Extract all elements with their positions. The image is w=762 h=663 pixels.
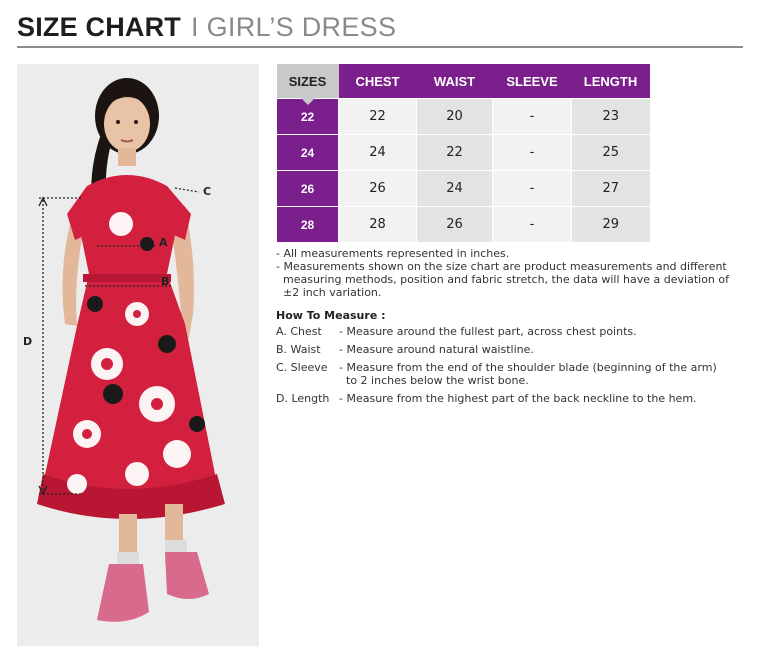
how-to-measure-list — [276, 325, 746, 410]
page-title — [17, 12, 396, 43]
header-length: LENGTH — [572, 64, 650, 99]
title-divider — [17, 46, 743, 48]
measure-label: B. Waist — [276, 343, 321, 356]
measure-desc: - Measure around natural waistline. — [339, 343, 534, 356]
measure-label-a: A — [159, 236, 168, 249]
note-line: measuring methods, position and fabric stretch, the data will have a deviation of — [283, 273, 729, 286]
list-item — [276, 361, 746, 387]
measure-desc-cont: to 2 inches below the wrist bone. — [346, 374, 529, 387]
list-item — [276, 325, 746, 338]
header-chest: CHEST — [339, 64, 417, 99]
header-waist: WAIST — [417, 64, 493, 99]
length-cell: 29 — [572, 207, 650, 243]
girl-dress-illustration — [17, 64, 259, 646]
length-cell: 25 — [572, 135, 650, 171]
measure-label: A. Chest — [276, 325, 322, 338]
chest-cell: 28 — [339, 207, 417, 243]
measure-label: C. Sleeve — [276, 361, 328, 374]
note-line: ±2 inch variation. — [283, 286, 382, 299]
title-bold: SIZE CHART — [17, 12, 181, 42]
chest-cell: 22 — [339, 99, 417, 135]
table-row — [277, 207, 650, 243]
header-sleeve: SLEEVE — [493, 64, 572, 99]
length-cell: 27 — [572, 171, 650, 207]
how-to-measure-title: How To Measure : — [276, 309, 386, 322]
waist-cell: 22 — [417, 135, 493, 171]
waist-cell: 24 — [417, 171, 493, 207]
measure-desc: - Measure from the highest part of the back neckline to the hem. — [339, 392, 697, 405]
measure-desc: - Measure from the end of the shoulder blade (beginning of the arm) — [339, 361, 717, 374]
length-cell: 23 — [572, 99, 650, 135]
measure-label-d: D — [23, 335, 33, 348]
size-cell: 28 — [277, 207, 339, 243]
size-cell: 24 — [277, 135, 339, 171]
measure-label-b: B — [161, 275, 170, 288]
list-item — [276, 343, 746, 356]
sleeve-cell: - — [493, 99, 572, 135]
measure-desc: - Measure around the fullest part, across chest points. — [339, 325, 637, 338]
list-item — [276, 392, 746, 405]
measurement-notes — [276, 247, 746, 299]
sleeve-cell: - — [493, 171, 572, 207]
measure-label-c: C — [203, 185, 212, 198]
table-row — [277, 171, 650, 207]
title-light: I GIRL’S DRESS — [191, 12, 397, 42]
size-cell: 22 — [277, 99, 339, 135]
sleeve-cell: - — [493, 207, 572, 243]
model-photo — [17, 64, 259, 646]
note-line: - Measurements shown on the size chart are product measurements and different — [276, 260, 727, 273]
note-line: - All measurements represented in inches. — [276, 247, 510, 260]
table-row — [277, 135, 650, 171]
sleeve-cell: - — [493, 135, 572, 171]
measure-label: D. Length — [276, 392, 330, 405]
chest-cell: 26 — [339, 171, 417, 207]
size-chart-table — [276, 64, 650, 242]
size-cell: 26 — [277, 171, 339, 207]
waist-cell: 20 — [417, 99, 493, 135]
table-header-row — [277, 64, 650, 99]
waist-cell: 26 — [417, 207, 493, 243]
header-sizes: SIZES — [277, 64, 339, 99]
table-row — [277, 99, 650, 135]
chest-cell: 24 — [339, 135, 417, 171]
